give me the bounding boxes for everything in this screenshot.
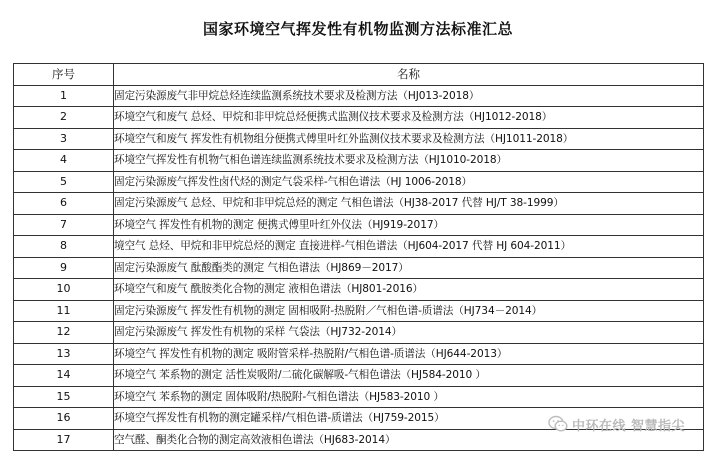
row-standard-name: 境空气 总烃、甲烷和非甲烷总烃的测定 直接进样-气相色谱法（HJ604-2017 代替 HJ 604-2011）: [114, 236, 704, 258]
row-standard-name: 环境空气挥发性有机物气相色谱连续监测系统技术要求及检测方法（HJ1010-2018）: [114, 150, 704, 172]
wechat-icon: [548, 415, 568, 433]
row-standard-name: 环境空气 挥发性有机物的测定 吸附管采样-热脱附/气相色谱-质谱法（HJ644-2013）: [114, 343, 704, 365]
table-row: [14, 257, 704, 279]
watermark: [548, 413, 685, 435]
row-standard-name: 环境空气和废气 总烃、甲烷和非甲烷总烃便携式监测仪技术要求及检测方法（HJ1012-2018）: [114, 107, 704, 129]
table-row: [14, 322, 704, 344]
page-title: 国家环境空气挥发性有机物监测方法标准汇总: [202, 20, 513, 38]
watermark-text: 中环在线 智慧指尖: [572, 418, 686, 434]
table-row: [14, 150, 704, 172]
row-standard-name: 环境空气和废气 挥发性有机物组分便携式傅里叶红外监测仪技术要求及检测方法（HJ1011-2018）: [114, 128, 704, 150]
table-row: [14, 107, 704, 129]
row-number: 17: [14, 429, 114, 451]
row-standard-name: 固定污染源废气 挥发性有机物的采样 气袋法（HJ732-2014）: [114, 322, 704, 344]
row-standard-name: 固定污染源废气非甲烷总烃连续监测系统技术要求及检测方法（HJ013-2018）: [114, 85, 704, 107]
row-standard-name: 环境空气和废气 酰胺类化合物的测定 液相色谱法（HJ801-2016）: [114, 279, 704, 301]
row-number: 15: [14, 386, 114, 408]
row-number: 7: [14, 214, 114, 236]
row-number: 2: [14, 107, 114, 129]
header-serial-number: 序号: [14, 64, 114, 86]
table-row: [14, 128, 704, 150]
table-row: [14, 343, 704, 365]
row-number: 1: [14, 85, 114, 107]
row-standard-name: 固定污染源废气 挥发性有机物的测定 固相吸附-热脱附／气相色谱-质谱法（HJ734－2014）: [114, 300, 704, 322]
table-row: [14, 386, 704, 408]
row-number: 5: [14, 171, 114, 193]
row-standard-name: 固定污染源废气 总烃、甲烷和非甲烷总烃的测定 气相色谱法（HJ38-2017 代替 HJ/T 38-1999）: [114, 193, 704, 215]
table-header-row: [14, 64, 704, 86]
row-number: 12: [14, 322, 114, 344]
row-number: 3: [14, 128, 114, 150]
table-row: [14, 171, 704, 193]
row-standard-name: 固定污染源废气挥发性卤代烃的测定气袋采样-气相色谱法（HJ 1006-2018）: [114, 171, 704, 193]
table-row: [14, 300, 704, 322]
row-number: 4: [14, 150, 114, 172]
table-row: [14, 279, 704, 301]
row-standard-name: 固定污染源废气 酞酸酯类的测定 气相色谱法（HJ869－2017）: [114, 257, 704, 279]
row-standard-name: 环境空气 苯系物的测定 活性炭吸附/二硫化碳解吸-气相色谱法（HJ584-2010 ）: [114, 365, 704, 387]
row-number: 10: [14, 279, 114, 301]
header-name: 名称: [114, 64, 704, 86]
row-standard-name: 环境空气 挥发性有机物的测定 便携式傅里叶红外仪法（HJ919-2017）: [114, 214, 704, 236]
row-standard-name: 环境空气 苯系物的测定 固体吸附/热脱附-气相色谱法（HJ583-2010 ）: [114, 386, 704, 408]
table-row: [14, 365, 704, 387]
standards-table: [13, 63, 704, 451]
row-number: 14: [14, 365, 114, 387]
row-number: 13: [14, 343, 114, 365]
table-row: [14, 85, 704, 107]
row-number: 11: [14, 300, 114, 322]
table-row: [14, 193, 704, 215]
row-number: 16: [14, 408, 114, 430]
table-row: [14, 214, 704, 236]
row-standard-name: 空气醛、酮类化合物的测定高效液相色谱法（HJ683-2014）: [114, 429, 704, 451]
row-number: 6: [14, 193, 114, 215]
row-number: 8: [14, 236, 114, 258]
row-standard-name: 环境空气挥发性有机物的测定罐采样/气相色谱-质谱法（HJ759-2015）: [114, 408, 704, 430]
table-row: [14, 236, 704, 258]
row-number: 9: [14, 257, 114, 279]
